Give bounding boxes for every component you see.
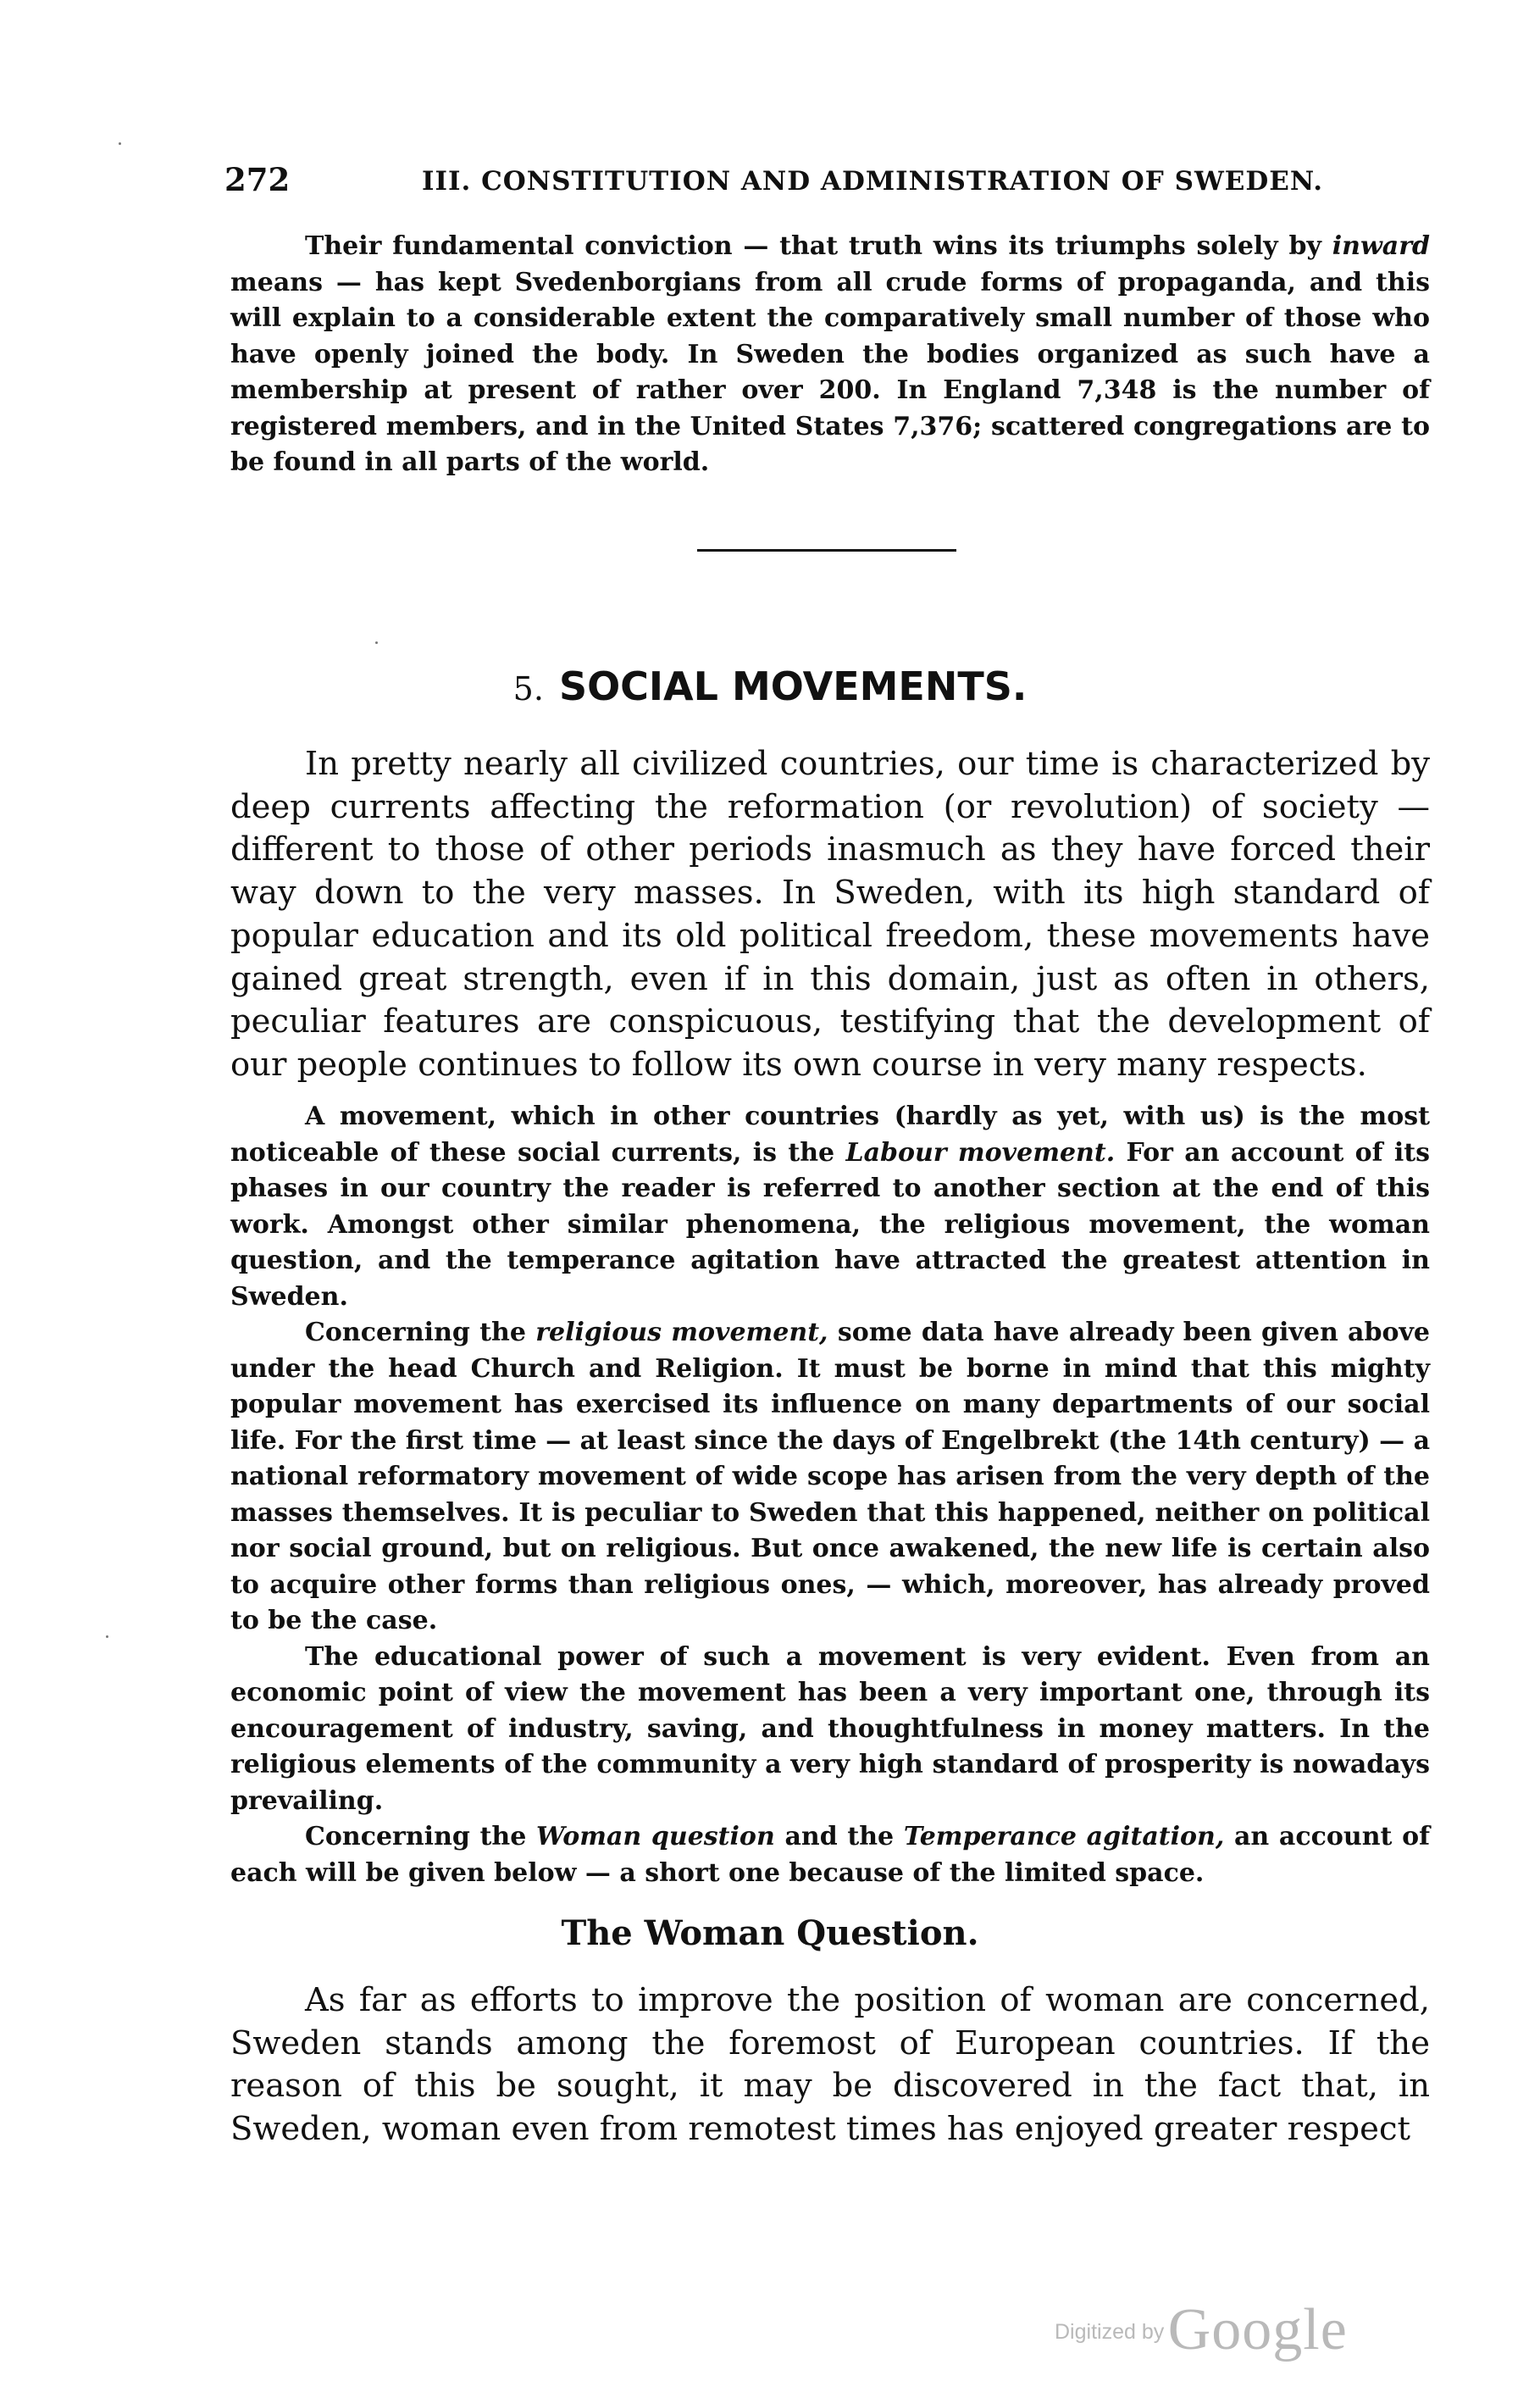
scan-speck xyxy=(106,1635,108,1638)
text-run: Their fundamental conviction — that truth wins its triumphs solely by xyxy=(305,231,1332,261)
woman-paragraph: As far as efforts to improve the position of woman are concerned, Sweden stands among the foremost of European countries. If the reason of this be sought, it may be discovered in the fact that, in Sweden, woman even from remotest times has enjoyed greater respect xyxy=(230,1981,1430,2149)
text-run: and the xyxy=(774,1822,904,1851)
text-run: means — has kept Svedenborgians from all crude forms of propaganda, and this will explain to a considerable extent the comparatively small number of those who have openly joined the body. In Sweden the bodies organized as such have a membership at present of rather over 200. In England 7,348 is the number of registered members, and in the United States 7,376; scattered congregations are to be found in all parts of the world. xyxy=(230,267,1430,477)
text-run: an account of each will be given below — a short one because of the limited space. xyxy=(230,1822,1430,1888)
lead-section xyxy=(230,743,1430,1087)
text-run: Concerning the xyxy=(305,1822,536,1851)
text-run: some data have already been given above under the head Church and Religion. It must be borne in mind that this mighty popular movement has exercised its influence on many departments of our social life. For the first time — at least since the days of Engelbrekt (the 14th century) — a national reformatory movement of wide scope has arisen from the very depth of the masses themselves. It is peculiar to Sweden that this happened, neither on political nor social ground, but on religious. But once awakened, the new life is certain also to acquire other forms than religious ones, — which, moreover, has already proved to be the case. xyxy=(230,1318,1431,1635)
watermark-logo: Google xyxy=(1167,2297,1348,2362)
text-run: Concerning the xyxy=(305,1318,536,1347)
body-paragraph-labour xyxy=(230,1099,1430,1315)
italic-phrase: Temperance agitation, xyxy=(903,1822,1225,1851)
scan-speck xyxy=(375,641,378,644)
scan-speck xyxy=(119,142,121,145)
italic-phrase: Labour movement. xyxy=(845,1137,1116,1168)
body-section xyxy=(230,1099,1430,1891)
lead-paragraph: In pretty nearly all civilized countries, our time is characterized by deep currents affecting the reformation (or revolution) of society — different to those of other periods inasmuch as they have forced their way down to the very masses. In Sweden, with its high standard of popular education and its old political freedom, these movements have gained great strength, even if in this domain, just as often in others, peculiar features are conspicuous, testifying that the development of our people continues to follow its own course in very many respects. xyxy=(230,745,1430,1084)
page-number: 272 xyxy=(224,161,291,198)
italic-phrase: inward xyxy=(1332,231,1430,261)
woman-section xyxy=(230,1979,1430,2151)
intro-paragraph xyxy=(230,229,1430,481)
section-heading xyxy=(0,663,1540,709)
subsection-heading: The Woman Question. xyxy=(561,1913,979,1953)
intro-section xyxy=(230,229,1430,481)
body-paragraph-woman-temperance xyxy=(230,1819,1430,1891)
watermark-prefix: Digitized by xyxy=(1055,2320,1165,2344)
text-run: The educational power of such a movement is very evident. Even from an economic point of view the movement has been a very important one, through its encouragement of industry, saving, and thoughtfulness in money matters. In the religious elements of the community a very high standard of prosperity is nowadays prevailing. xyxy=(230,1641,1430,1816)
body-paragraph-educational xyxy=(230,1640,1430,1820)
italic-phrase: Woman question xyxy=(535,1822,775,1851)
text-run: For an account of its phases in our country the reader is referred to another section at the end of this work. Amongst other similar phenomena, the religious movement, the woman question, and the temperance agitation have attracted the greatest attention in Sweden. xyxy=(230,1137,1431,1312)
body-paragraph-religious xyxy=(230,1315,1430,1640)
running-title: III. CONSTITUTION AND ADMINISTRATION OF SWEDEN. xyxy=(422,166,1324,197)
italic-phrase: religious movement, xyxy=(535,1318,828,1347)
section-title: SOCIAL MOVEMENTS. xyxy=(558,663,1028,709)
digitized-watermark xyxy=(1055,2296,1348,2364)
text-run: A movement, which in other countries (hardly as yet, with us) is the most noticeable of these social currents, is the xyxy=(230,1102,1430,1168)
section-number: 5. xyxy=(512,670,544,708)
section-divider xyxy=(697,549,956,552)
